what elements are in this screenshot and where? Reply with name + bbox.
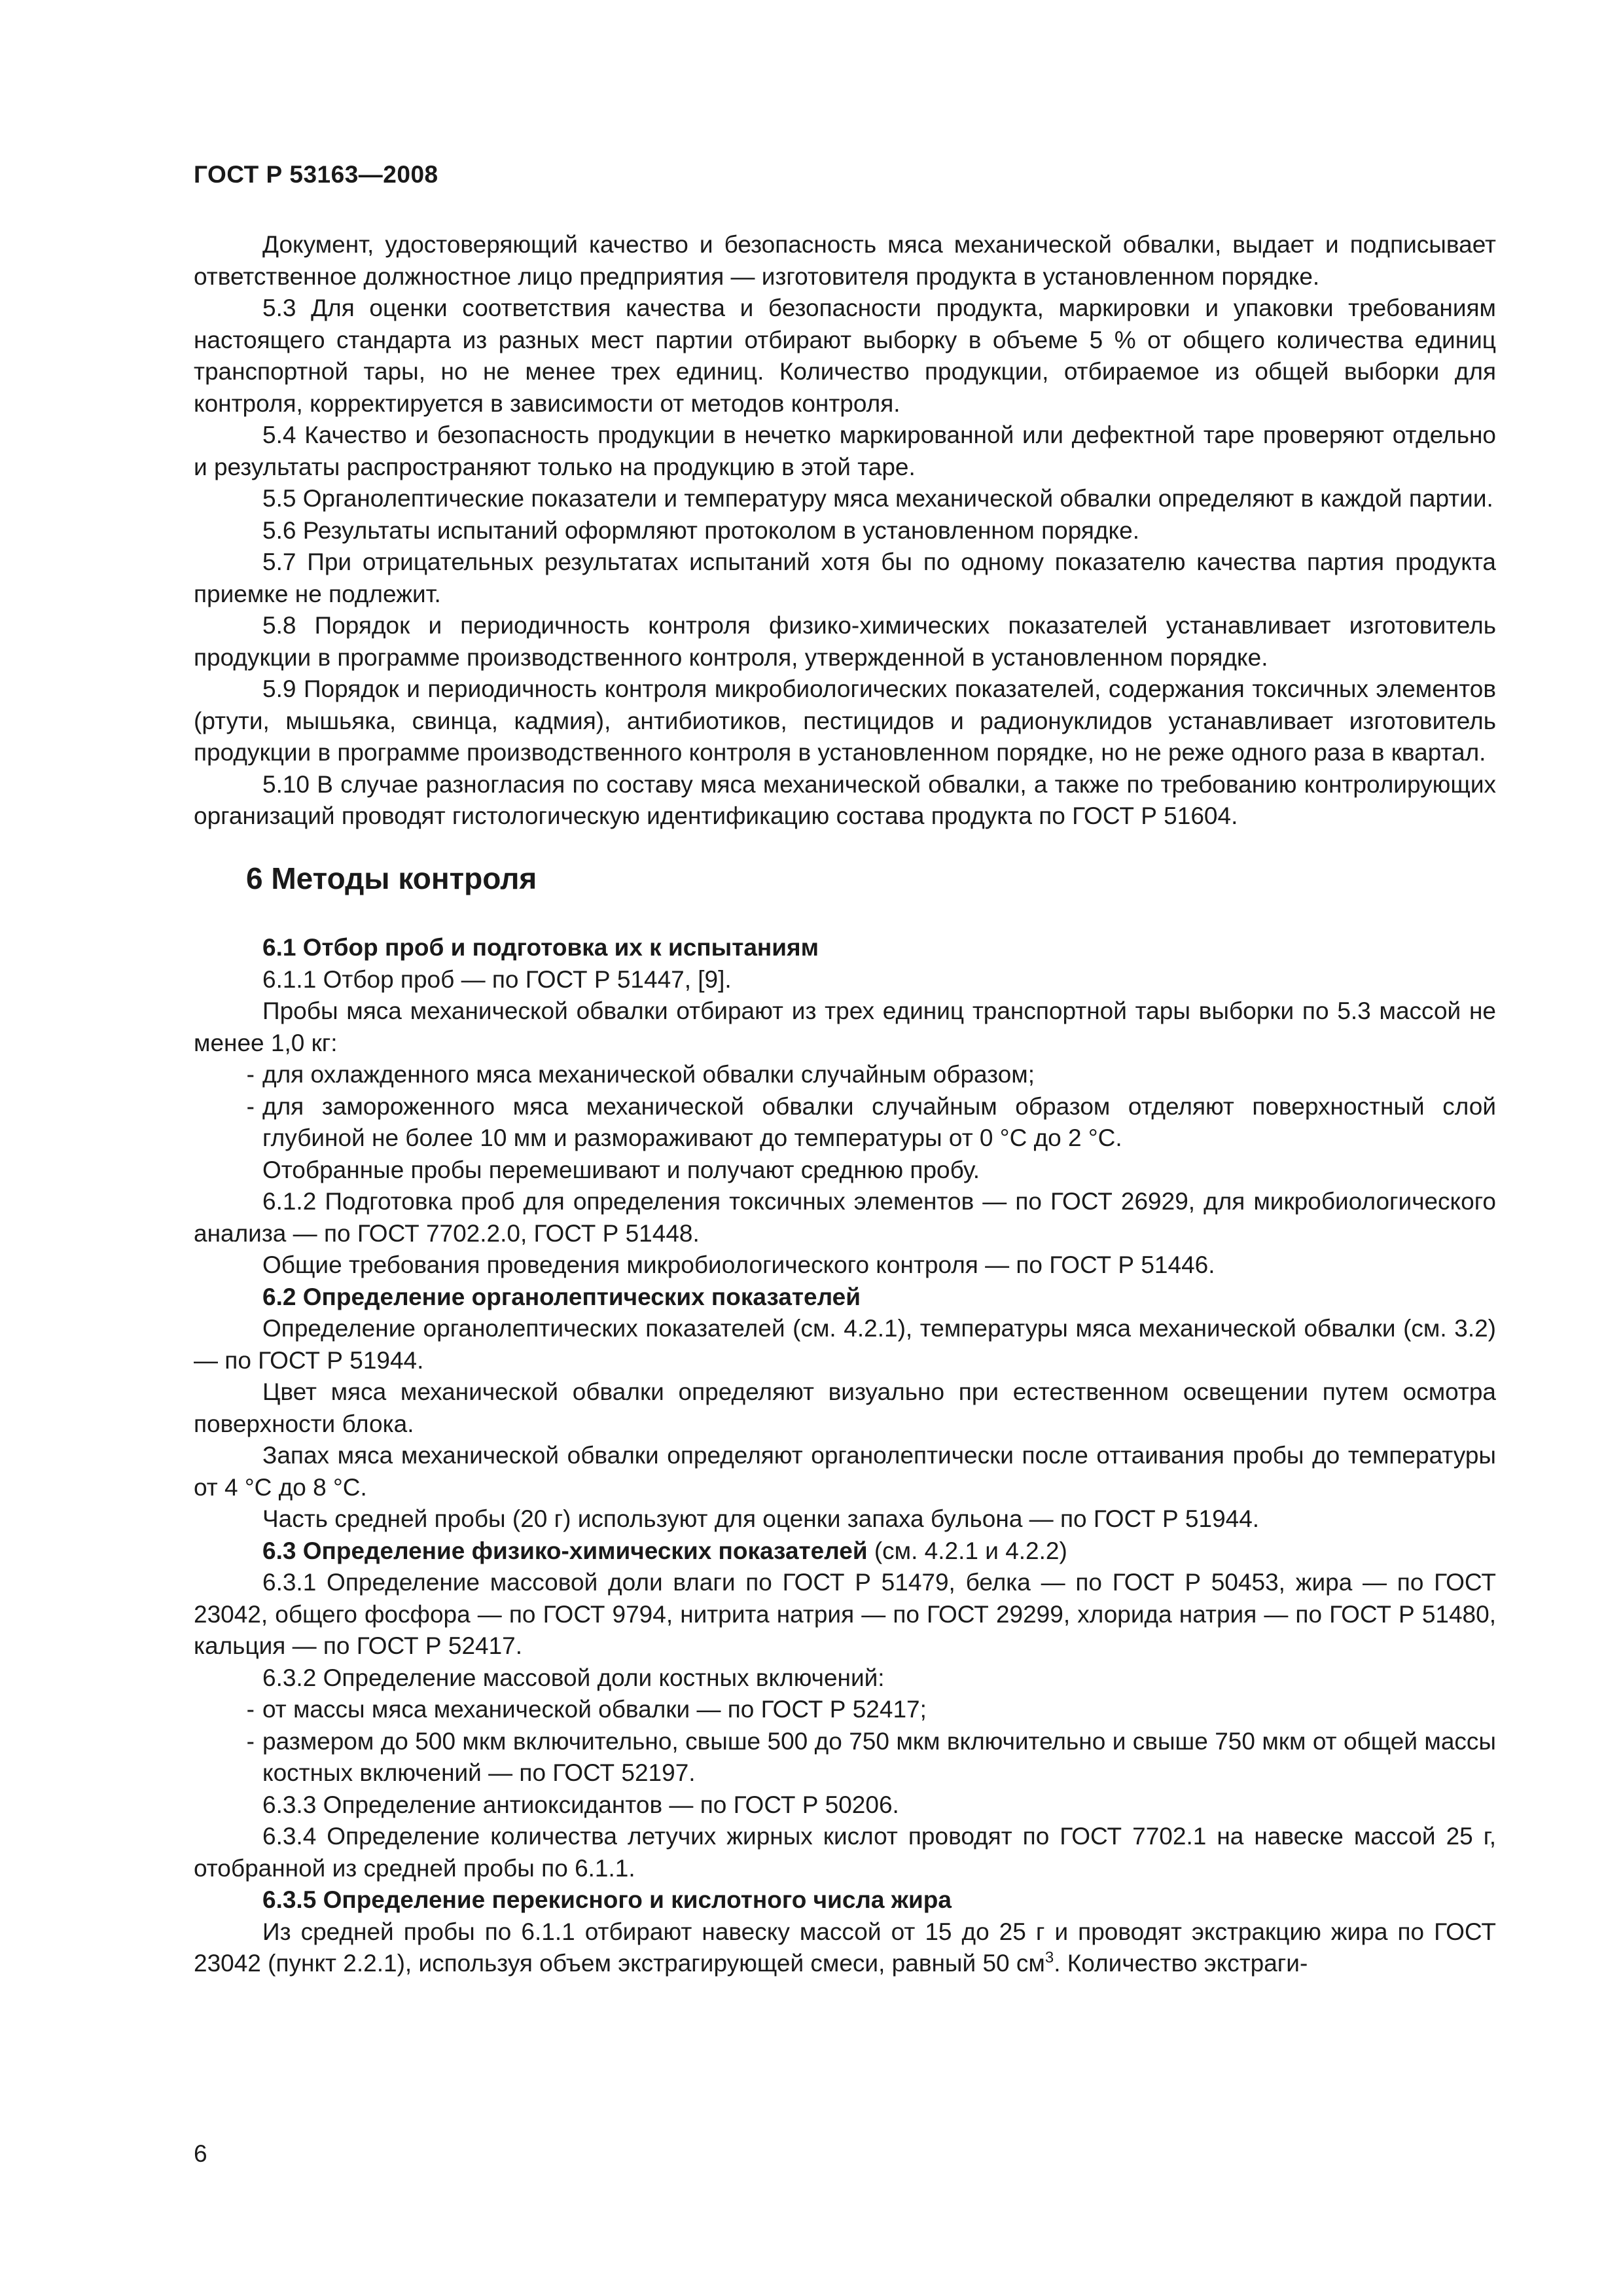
page-number: 6 (194, 2140, 207, 2167)
paragraph-5-7: 5.7 При отрицательных результатах испытаний хотя бы по одному показателю качества партия продукта приемке не подлежит. (194, 548, 1496, 607)
paragraph-6-3-3: 6.3.3 Определение антиоксидантов — по ГОСТ Р 50206. (262, 1791, 899, 1818)
paragraph: Документ, удостоверяющий качество и безопасность мяса механической обвалки, выдает и подписывает ответственное должностное лицо предприятия — изготовителя продукта в установленном порядке. (194, 231, 1496, 290)
dash-marker: - (246, 1092, 255, 1120)
paragraph-5-3: 5.3 Для оценки соответствия качества и безопасности продукта, маркировки и упаковки требованиям настоящего стандарта из разных мест партии отбирают выборку в объеме 5 % от общего количества единиц транспортной тары, но не менее трех единиц. Количество продукции, отбираемое из общей выборки для контроля, корректируется в зависимости от методов контроля. (194, 295, 1496, 417)
paragraph: Часть средней пробы (20 г) используют для оценки запаха бульона — по ГОСТ Р 51944. (262, 1505, 1260, 1532)
paragraph: Отобранные пробы перемешивают и получают среднюю пробу. (262, 1156, 980, 1183)
paragraph-5-6: 5.6 Результаты испытаний оформляют протоколом в установленном порядке. (262, 516, 1140, 544)
superscript: 3 (1044, 1948, 1054, 1967)
paragraph-6-3-2: 6.3.2 Определение массовой доли костных включений: (262, 1664, 885, 1691)
paragraph: Пробы мяса механической обвалки отбирают из трех единиц транспортной тары выборки по 5.3 массой не менее 1,0 кг: (194, 997, 1496, 1056)
paragraph: Цвет мяса механической обвалки определяют визуально при естественном освещении путем осмотра поверхности блока. (194, 1378, 1496, 1437)
paragraph-5-9: 5.9 Порядок и периодичность контроля микробиологических показателей, содержания токсичных элементов (ртути, мышьяка, свинца, кадмия), антибиотиков, пестицидов и радионуклидов устанавливает изготовитель продукции в программе производственного контроля в установленном порядке, но не реже одного раза в квартал. (194, 675, 1496, 766)
list-item (194, 1091, 1496, 1155)
paragraph-6-3-1: 6.3.1 Определение массовой доли влаги по ГОСТ Р 51479, белка — по ГОСТ Р 50453, жира — по ГОСТ 23042, общего фосфора — по ГОСТ 9794, нитрита натрия — по ГОСТ 29299, хлорида натрия — по ГОСТ Р 51480, кальция — по ГОСТ Р 52417. (194, 1569, 1496, 1659)
paragraph-5-10: 5.10 В случае разногласия по составу мяса механической обвалки, а также по требованию контролирующих организаций проводят гистологическую идентификацию состава продукта по ГОСТ Р 51604. (194, 770, 1496, 829)
list-item (194, 1694, 1496, 1726)
subsection-6-3-5-title: 6.3.5 Определение перекисного и кислотного числа жира (262, 1886, 952, 1913)
paragraph-6-3-4: 6.3.4 Определение количества летучих жирных кислот проводят по ГОСТ 7702.1 на навеске массой 25 г, отобранной из средней пробы по 6.1.1. (194, 1823, 1496, 1882)
paragraph-text-cont: . Количество экстраги- (1054, 1950, 1308, 1977)
dash-marker: - (246, 1061, 255, 1088)
list-item-text: для замороженного мяса механической обвалки случайным образом отделяют поверхностный слой глубиной не более 10 мм и размораживают до температуры от 0 °С до 2 °С. (262, 1092, 1496, 1151)
paragraph: Запах мяса механической обвалки определяют органолептически после оттаивания пробы до температуры от 4 °С до 8 °С. (194, 1442, 1496, 1501)
subsection-6-3-title: 6.3 Определение физико-химических показателей (262, 1537, 868, 1564)
paragraph-text: Из средней пробы по 6.1.1 отбирают навеску массой от 15 до 25 г и проводят экстракцию жира по ГОСТ 23042 (пункт 2.2.1), используя объем экстрагирующей смеси, равный 50 см (194, 1918, 1496, 1977)
section-title: 6 Методы контроля (246, 861, 537, 895)
paragraph-6-3-5 (194, 1916, 1496, 1980)
list-item-text: размером до 500 мкм включительно, свыше 500 до 750 мкм включительно и свыше 750 мкм от общей массы костных включений — по ГОСТ 52197. (262, 1727, 1496, 1786)
dash-marker: - (246, 1727, 255, 1755)
document-code-header: ГОСТ Р 53163—2008 (194, 161, 438, 188)
paragraph: Определение органолептических показателей (см. 4.2.1), температуры мяса механической обвалки (см. 3.2) — по ГОСТ Р 51944. (194, 1315, 1496, 1374)
list-item-text: от массы мяса механической обвалки — по ГОСТ Р 52417; (262, 1696, 927, 1723)
subsection-6-2-title: 6.2 Определение органолептических показателей (262, 1283, 861, 1310)
subsection-6-3-title-line (194, 1535, 1496, 1568)
paragraph-5-4: 5.4 Качество и безопасность продукции в нечетко маркированной или дефектной таре проверяют отдельно и результаты распространяют только на продукцию в этой таре. (194, 422, 1496, 480)
paragraph-6-1-1: 6.1.1 Отбор проб — по ГОСТ Р 51447, [9]. (262, 965, 732, 993)
dash-marker: - (246, 1696, 255, 1723)
paragraph-6-1-2: 6.1.2 Подготовка проб для определения токсичных элементов — по ГОСТ 26929, для микробиологического анализа — по ГОСТ 7702.2.0, ГОСТ Р 51448. (194, 1188, 1496, 1247)
page-body (194, 229, 1496, 1980)
subsection-6-3-title-ref: (см. 4.2.1 и 4.2.2) (867, 1537, 1067, 1564)
list-item (194, 1059, 1496, 1091)
paragraph-5-8: 5.8 Порядок и периодичность контроля физико-химических показателей устанавливает изготовитель продукции в программе производственного контроля, утвержденной в установленном порядке. (194, 612, 1496, 671)
paragraph-5-5: 5.5 Органолептические показатели и температуру мяса механической обвалки определяют в каждой партии. (262, 485, 1493, 512)
list-item-text: для охлажденного мяса механической обвалки случайным образом; (262, 1061, 1035, 1088)
list-item (194, 1726, 1496, 1789)
paragraph: Общие требования проведения микробиологического контроля — по ГОСТ Р 51446. (262, 1251, 1215, 1278)
subsection-6-1-title: 6.1 Отбор проб и подготовка их к испытаниям (262, 934, 819, 961)
